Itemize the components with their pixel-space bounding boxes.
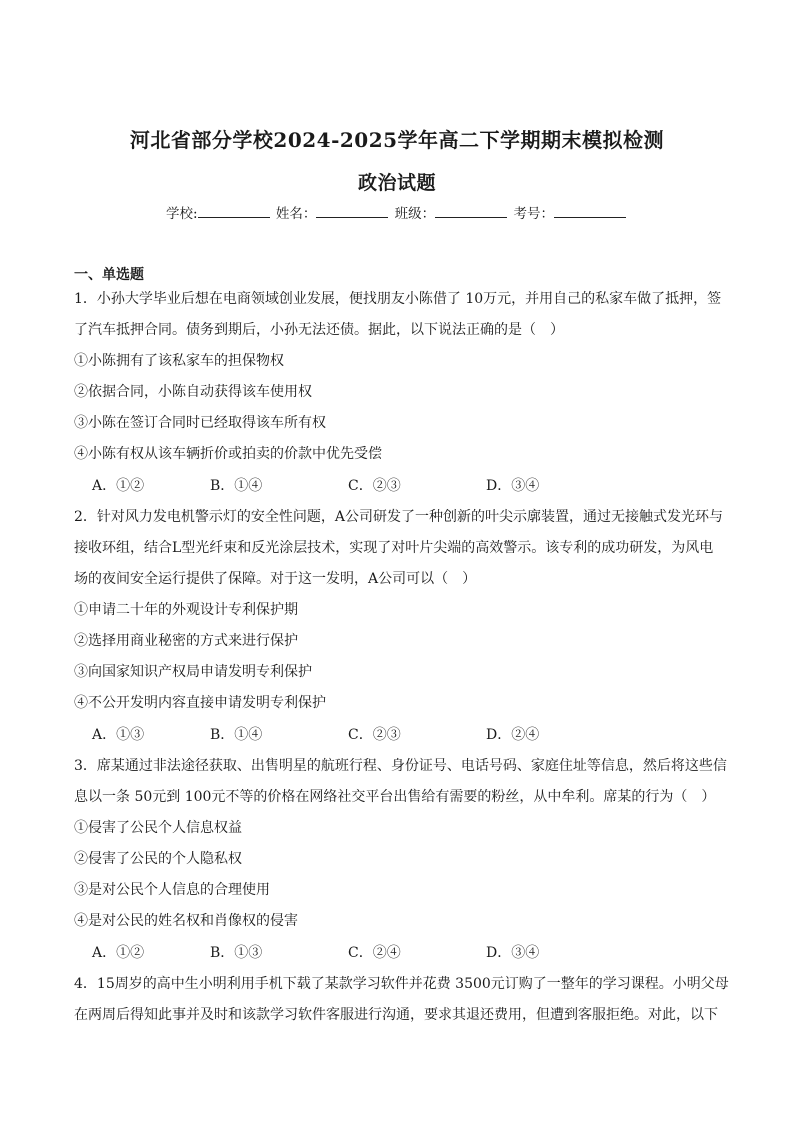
question-1-statement-4: ④小陈有权从该车辆折价或拍卖的价款中优先受偿 (74, 446, 382, 462)
question-2-statement-2: ②选择用商业秘密的方式来进行保护 (74, 633, 298, 649)
question-3-option-b[interactable]: B．①③ (210, 945, 263, 961)
question-1-statement-3: ③小陈在签订合同时已经取得该车所有权 (74, 415, 326, 431)
exam-subtitle: 政治试题 (357, 172, 436, 194)
question-3-statement-4: ④是对公民的姓名权和肖像权的侵害 (74, 913, 298, 929)
question-2-statement-3: ③向国家知识产权局申请发明专利保护 (74, 664, 312, 680)
question-1-statement-2: ②依据合同，小陈自动获得该车使用权 (74, 384, 312, 400)
name-label: 姓名： (275, 206, 317, 222)
question-3-line-1: 3．席某通过非法途径获取、出售明星的航班行程、身份证号、电话号码、家庭住址等信息，然后将这些信 (74, 758, 727, 774)
question-2-statement-4: ④不公开发明内容直接申请发明专利保护 (74, 695, 326, 711)
question-1-line-2: 了汽车抵押合同。债务到期后，小孙无法还债。据此，以下说法正确的是（ ） (74, 322, 564, 338)
question-1-option-b[interactable]: B．①④ (210, 478, 263, 494)
question-1-option-c[interactable]: C．②③ (348, 478, 401, 494)
question-3-option-c[interactable]: C．②④ (348, 945, 401, 961)
question-1-statement-1: ①小陈拥有了该私家车的担保物权 (74, 353, 284, 369)
question-2-option-d[interactable]: D．②④ (486, 727, 540, 743)
question-3-option-d[interactable]: D．③④ (486, 945, 540, 961)
school-blank[interactable] (198, 204, 270, 218)
question-4-line-1: 4．15周岁的高中生小明利用手机下载了某款学习软件并花费 3500元订购了一整年的学习课程。小明父母 (74, 976, 729, 992)
question-2-line-3: 场的夜间安全运行提供了保障。对于这一发明，A公司可以（ ） (74, 571, 477, 587)
school-label: 学校: (166, 206, 198, 222)
class-blank[interactable] (435, 204, 507, 218)
name-blank[interactable] (316, 204, 388, 218)
exam-number-blank[interactable] (554, 204, 626, 218)
question-3-statement-1: ①侵害了公民个人信息权益 (74, 820, 242, 836)
student-info-row (0, 202, 794, 222)
question-2-line-1: 2．针对风力发电机警示灯的安全性问题，A公司研发了一种创新的叶尖示廓装置，通过无接触式发光环与 (74, 509, 724, 525)
question-2-option-a[interactable]: A．①③ (92, 727, 145, 743)
question-3-statement-3: ③是对公民个人信息的合理使用 (74, 882, 270, 898)
exam-title: 河北省部分学校2024-2025学年高二下学期期末模拟检测 (129, 128, 665, 152)
class-label: 班级： (394, 206, 436, 222)
question-2-line-2: 接收环组，结合L型光纤束和反光涂层技术，实现了对叶片尖端的高效警示。该专利的成功研发，为风电 (74, 540, 714, 556)
exam-number-label: 考号： (513, 206, 554, 222)
question-2-statement-1: ①申请二十年的外观设计专利保护期 (74, 602, 298, 618)
question-1-option-a[interactable]: A．①② (92, 478, 145, 494)
question-3-line-2: 息以一条 50元到 100元不等的价格在网络社交平台出售给有需要的粉丝，从中牟利。席某的行为（ ） (74, 789, 716, 805)
question-3-statement-2: ②侵害了公民的个人隐私权 (74, 851, 242, 867)
question-2-option-c[interactable]: C．②③ (348, 727, 401, 743)
section-title: 一、单选题 (74, 267, 144, 283)
question-1-option-d[interactable]: D．③④ (486, 478, 540, 494)
question-3-option-a[interactable]: A．①② (92, 945, 145, 961)
question-1-line-1: 1．小孙大学毕业后想在电商领域创业发展，便找朋友小陈借了 10万元，并用自己的私家车做了抵押，签 (74, 291, 722, 307)
question-4-line-2: 在两周后得知此事并及时和该款学习软件客服进行沟通，要求其退还费用，但遭到客服拒绝。对此，以下 (74, 1007, 718, 1023)
question-2-option-b[interactable]: B．①④ (210, 727, 263, 743)
